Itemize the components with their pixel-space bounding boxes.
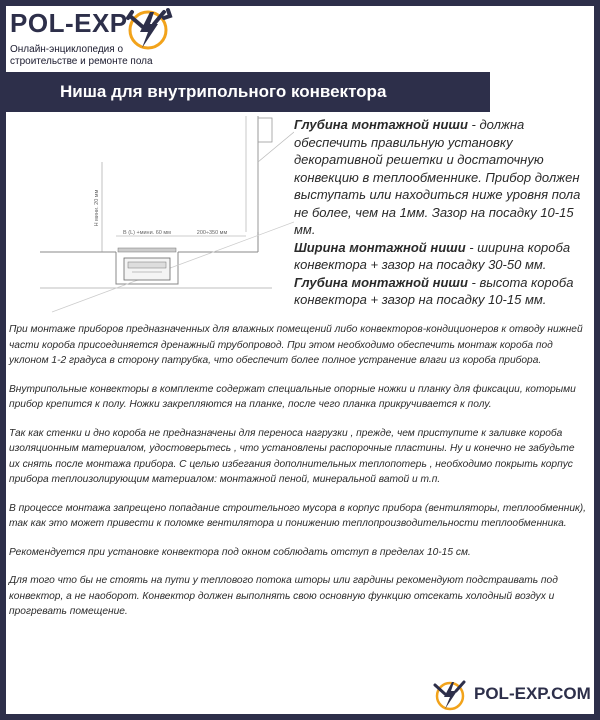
niche-description: [294, 116, 586, 309]
paragraph-insulation: Так как стенки и дно короба не предназначены для переноса нагрузки , прежде, чем приступите к заливке короба изоляционным материалом, удостоверьтесь , что установлены распорочные пластины. Ну и конечно не забудьте их снять после монтажа прибора. С целью избегания дополнительных теплопотерь , необходимо покрыть корпус прибора теплоизолирующим материалом: монтажной пеной, минеральной ватой и т.п.: [9, 427, 575, 485]
niche-diagram: [32, 112, 294, 322]
article-body: [9, 322, 587, 633]
paragraph-drainage: При монтаже приборов предназначенных для влажных помещений либо конвекторов-кондиционеров к отводу нижней части короба присоединяется дренажный трубопровод. При этом необходимо обеспечить монтаж короба под уклоном 1-2 градуса в сторону патрубка, что обеспечит более полное устранение влаги из короба прибора.: [9, 324, 583, 366]
width-dim-label: B (L) +мини. 60 мм: [123, 230, 171, 236]
offset-dim-label: 200÷350 мм: [196, 230, 228, 236]
niche-height-text: - высота короба конвектора + зазор на посадку 10-15 мм.: [294, 274, 574, 307]
title-bar: [6, 72, 490, 112]
paragraph-curtains: Для того что бы не стоять на пути у теплового потока шторы или гардины рекомендуют подстраивать под конвектор, а не наоборот. Конвектор должен выполнять свою основную функцию отсекать холодный воздух и прогревать помещение.: [9, 575, 558, 617]
decorative-grille: [118, 248, 176, 252]
paragraph-offset: Рекомендуется при установке конвектора под окном соблюдать отступ в пределах 10-15 см.: [9, 546, 471, 558]
niche-width-term: Ширина монтажной ниши: [294, 239, 466, 255]
brand-name: POL-EXP: [10, 8, 128, 38]
window-sill: [258, 118, 272, 142]
convector-box: [124, 258, 170, 280]
paragraph-fixing: Внутрипольные конвекторы в комплекте содержат специальные опорные ножки и планку для фиксации, которыми прибор крепится к полу. Ножки закрепляются на планке, после чего планка прикручивается к полу.: [9, 383, 576, 410]
niche-depth-text: - должна обеспечить правильную установку декоративной решетки и достаточную конвекцию в теплообменнике. Прибор должен выступать или находиться ниже уровня пола не более, чем на 1мм. Зазор на посадку 10-15 мм.: [294, 117, 581, 237]
footer-logo[interactable]: [430, 674, 594, 714]
tools-lightning-icon: [430, 678, 470, 712]
diagonal-hatch: [52, 222, 294, 312]
page-title: Ниша для внутрипольного конвектора: [60, 82, 387, 101]
height-dim-label: H мини. 20 мм: [94, 189, 100, 227]
niche-depth-term: Глубина монтажной ниши: [294, 117, 468, 132]
page: [6, 6, 594, 714]
convector-grille: [128, 262, 166, 268]
niche-width-text: - ширина короба конвектора + зазор на посадку 30-50 мм.: [294, 239, 571, 272]
footer-site: POL-EXP.COM: [474, 684, 591, 703]
paragraph-debris: В процессе монтажа запрещено попадание строительного мусора в корпус прибора (вентиляторы, теплообменник), так как это может привести к поломке вентилятора и понижению теплопроизводительности теплообменника.: [9, 502, 587, 529]
header-logo[interactable]: [6, 6, 206, 81]
brand-tagline: Онлайн-энциклопедия о строительстве и ремонте пола: [10, 44, 153, 67]
niche-height-term: Глубина монтажной ниши: [294, 274, 468, 290]
wall-diagonal: [258, 132, 294, 162]
